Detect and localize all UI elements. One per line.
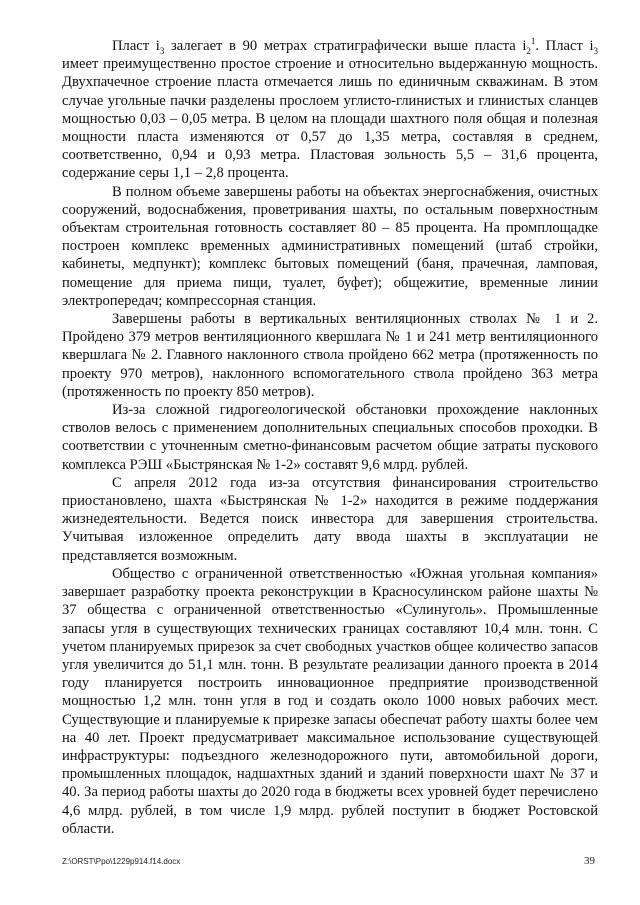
paragraph-text: залегает в 90 метрах стратиграфически выше пласта i xyxy=(164,38,527,54)
document-body xyxy=(62,37,598,838)
paragraph-shafts-progress: Завершены работы в вертикальных вентиляционных стволах № 1 и 2. Пройдено 379 метров вентиляционного квершлага № 1 и 241 метр вентиляционного квершлага № 2. Главного наклонного ствола пройдено 662 метра (протяженность по проекту 970 метров), наклонного вспомогательного ствола пройдено 363 метра (протяженность по проекту 850 метров). xyxy=(62,311,598,400)
footer-file-path: Z:\ORST\Ppo\1229p914.f14.docx xyxy=(62,857,181,866)
subscript: 3 xyxy=(593,45,599,56)
superscript: 1 xyxy=(530,36,536,47)
paragraph-text: . Пласт i xyxy=(535,38,594,54)
paragraph-hydrogeology-costs: Из-за сложной гидрогеологической обстановки прохождение наклонных стволов велось с применением дополнительных специальных способов проходки. В соответствии с уточненным сметно-финансовым расчетом общие затраты пускового комплекса РЭШ «Быстрянская № 1-2» составят 9,6 млрд. рублей. xyxy=(62,402,598,473)
paragraph-construction-works: В полном объеме завершены работы на объектах энергоснабжения, очистных сооружений, водоснабжения, проветривания шахты, по остальным поверхностным объектам строительная готовность составляет 80 – 85 процента. На промплощадке построен комплекс временных административных помещений (штаб стройки, кабинеты, медпункт); комплекс бытовых помещений (баня, прачечная, ламповая, помещение для приема пищи, туалет, буфет); общежитие, временные линии электропередач; компрессорная станция. xyxy=(62,183,598,309)
paragraph-suspension: С апреля 2012 года из-за отсутствия финансирования строительство приостановлено, шахта «Быстрянская № 1-2» находится в режиме поддержания жизнедеятельности. Ведется поиск инвестора для завершения строительства. Учитывая изложенное определить дату ввода шахты в эксплуатации не представляется возможным. xyxy=(62,474,598,564)
paragraph-text: Пласт i xyxy=(112,38,160,54)
paragraph-reconstruction-project: Общество с ограниченной ответственностью «Южная угольная компания» завершает разработку проекта реконструкции в Красносулинском районе шахты № 37 общества с ограниченной ответственностью «Сулинуголь». Промышленные запасы угля в существующих технических границах составляют 10,4 млн. тонн. С учетом планируемых прирезок за счет свободных участков общее количество запасов угля увеличится до 51,1 млн. тонн. В результате реализации данного проекта в 2014 году планируется построить инновационное предприятие производственной мощностью 1,2 млн. тонн угля в год и создать около 1000 новых рабочих мест. Существующие и планируемые к прирезке запасы обеспечат работу шахты более чем на 40 лет. Проект предусматривает максимальное использование существующей инфраструктуры: подъездного железнодорожного пути, автомобильной дороги, промышленных площадок, надшахтных зданий и зданий поверхности шахт № 37 и 40. За период работы шахты до 2020 года в бюджеты всех уровней будет перечислено 4,6 млрд. рублей, в том числе 1,9 млрд. рублей поступит в бюджет Ростовской области. xyxy=(62,565,598,837)
subscript: 3 xyxy=(159,45,165,56)
subscript: 2 xyxy=(526,45,531,56)
paragraph-text: имеет преимущественно простое строение и относительно выдержанную мощность. Двухпачечное строение пласта отмечается лишь по единичным скважинам. В этом случае угольные пачки разделены прослоем углисто-глинистых и глинистых сланцев мощностью 0,03 – 0,05 метра. В целом на площади шахтного поля общая и полезная мощности пласта изменяются от 0,57 до 1,35 метра, составляя в среднем, соответственно, 0,94 и 0,93 метра. Пластовая зольность 5,5 – 31,6 процента, содержание серы 1,1 – 2,8 процента. xyxy=(62,56,598,182)
paragraph-seam-structure xyxy=(62,37,598,183)
page-number: 39 xyxy=(584,855,595,867)
